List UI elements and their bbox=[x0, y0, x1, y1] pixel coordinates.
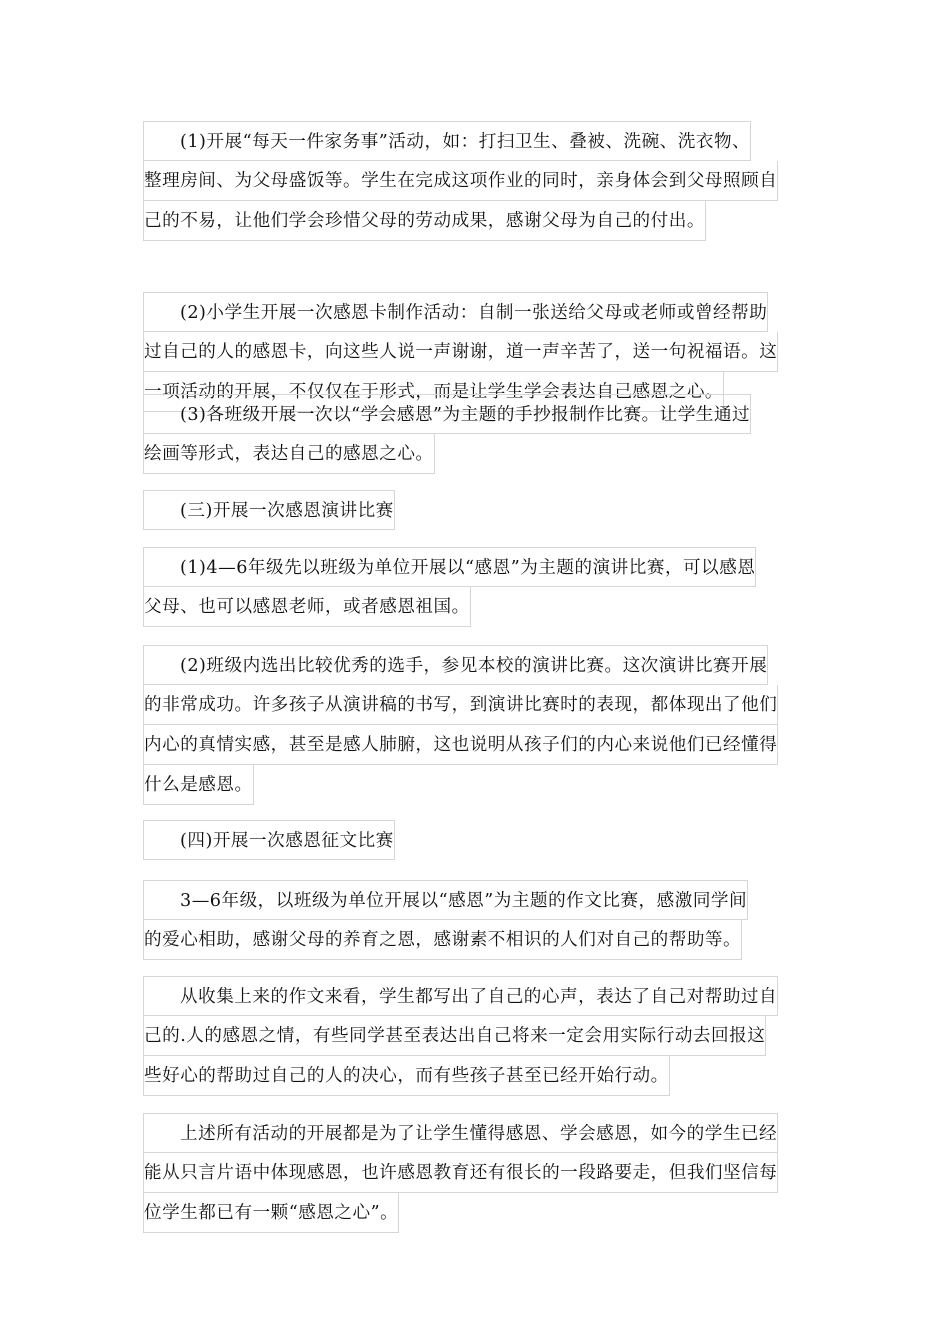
text-line: 己的.人的感恩之情，有些同学甚至表达出自己将来一定会用实际行动去回报这 bbox=[143, 1016, 766, 1056]
text-line: (3)各班级开展一次以“学会感恩”为主题的手抄报制作比赛。让学生通过 bbox=[143, 394, 751, 434]
paragraph-speech-grades bbox=[143, 547, 808, 627]
paragraph-chores-activity bbox=[143, 121, 808, 241]
paragraph-conclusion bbox=[143, 1113, 808, 1233]
text-line: 的非常成功。许多孩子从演讲稿的书写，到演讲比赛时的表现，都体现出了他们 bbox=[143, 685, 778, 725]
text-line: 内心的真情实感，甚至是感人肺腑，这也说明从孩子们的内心来说他们已经懂得 bbox=[143, 725, 778, 765]
paragraph-speech-selection bbox=[143, 645, 808, 805]
text-line: (2)小学生开展一次感恩卡制作活动：自制一张送给父母或老师或曾经帮助 bbox=[143, 292, 768, 332]
paragraph-essay-results bbox=[143, 976, 808, 1096]
text-line: 能从只言片语中体现感恩，也许感恩教育还有很长的一段路要走，但我们坚信每 bbox=[143, 1153, 778, 1193]
text-line: 父母、也可以感恩老师，或者感恩祖国。 bbox=[143, 587, 471, 627]
text-line: 些好心的帮助过自己的人的决心，而有些孩子甚至已经开始行动。 bbox=[143, 1056, 670, 1096]
text-line: 过自己的人的感恩卡，向这些人说一声谢谢，道一声辛苦了，送一句祝福语。这 bbox=[143, 332, 778, 372]
text-line: 从收集上来的作文来看，学生都写出了自己的心声，表达了自己对帮助过自 bbox=[143, 976, 778, 1016]
text-line: (1)4—6年级先以班级为单位开展以“感恩”为主题的演讲比赛，可以感恩 bbox=[143, 547, 756, 587]
text-line: 的爱心相助，感谢父母的养育之恩，感谢素不相识的人们对自己的帮助等。 bbox=[143, 920, 742, 960]
section-heading-speech-contest bbox=[143, 490, 808, 530]
text-line: (四)开展一次感恩征文比赛 bbox=[143, 820, 395, 860]
paragraph-essay-grades bbox=[143, 880, 808, 960]
text-line: (1)开展“每天一件家务事”活动，如：打扫卫生、叠被、洗碗、洗衣物、 bbox=[143, 121, 751, 161]
text-line: 3—6年级，以班级为单位开展以“感恩”为主题的作文比赛，感激同学间 bbox=[143, 880, 748, 920]
text-line: 己的不易，让他们学会珍惜父母的劳动成果，感谢父母为自己的付出。 bbox=[143, 201, 706, 241]
text-line: 什么是感恩。 bbox=[143, 765, 254, 805]
text-line: (三)开展一次感恩演讲比赛 bbox=[143, 490, 395, 530]
text-line: 上述所有活动的开展都是为了让学生懂得感恩、学会感恩，如今的学生已经 bbox=[143, 1113, 778, 1153]
section-heading-essay-contest bbox=[143, 820, 808, 860]
text-line: (2)班级内选出比较优秀的选手，参见本校的演讲比赛。这次演讲比赛开展 bbox=[143, 645, 768, 685]
text-line: 一项活动的开展，不仅仅在于形式，而是让学生学会表达自己感恩之心。 bbox=[143, 372, 724, 412]
text-line: 整理房间、为父母盛饭等。学生在完成这项作业的同时，亲身体会到父母照顾自 bbox=[143, 161, 778, 201]
text-line: 位学生都已有一颗“感恩之心”。 bbox=[143, 1193, 399, 1233]
text-line: 绘画等形式，表达自己的感恩之心。 bbox=[143, 434, 435, 474]
paragraph-handwritten-newspaper bbox=[143, 394, 808, 474]
